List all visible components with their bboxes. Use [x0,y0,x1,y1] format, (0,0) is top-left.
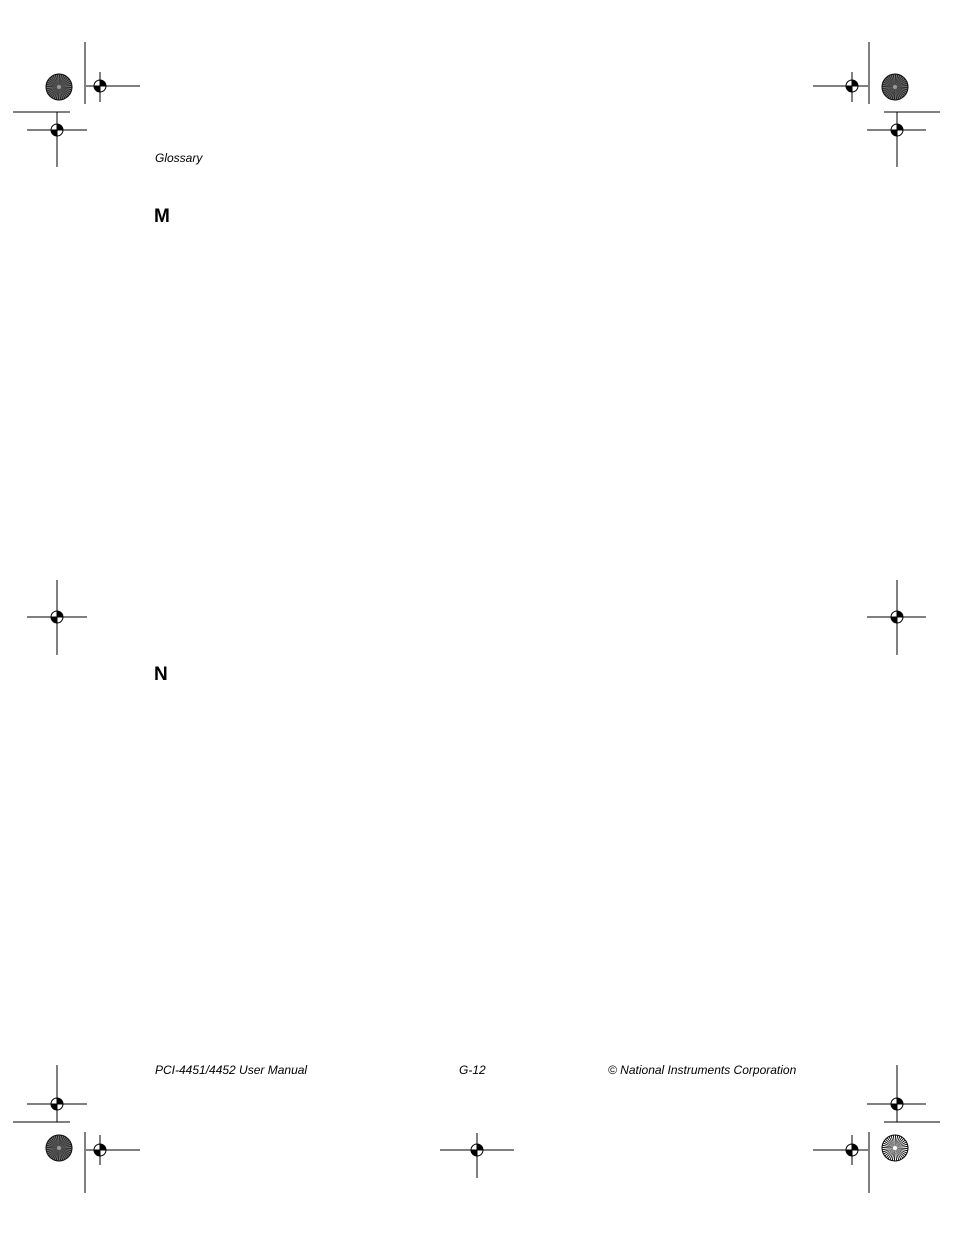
star-target-icon [881,1134,909,1162]
star-target-icon [45,73,73,101]
footer-copyright: © National Instruments Corporation [608,1063,797,1077]
footer-manual-title: PCI-4451/4452 User Manual [155,1063,308,1077]
crop-mark-bottom-center [440,1133,514,1178]
crop-mark-top-left [13,42,140,167]
running-header: Glossary [155,151,203,165]
crop-mark-bottom-left [13,1065,140,1193]
star-target-icon [45,1134,73,1162]
footer-page-number: G-12 [459,1063,486,1077]
star-target-icon [881,73,909,101]
section-heading-n: N [154,664,168,685]
section-heading-m: M [154,206,170,227]
crop-mark-bottom-right [813,1065,940,1193]
crop-mark-middle-right [867,580,926,655]
crop-mark-top-right [813,42,940,167]
crop-mark-middle-left [27,580,87,655]
